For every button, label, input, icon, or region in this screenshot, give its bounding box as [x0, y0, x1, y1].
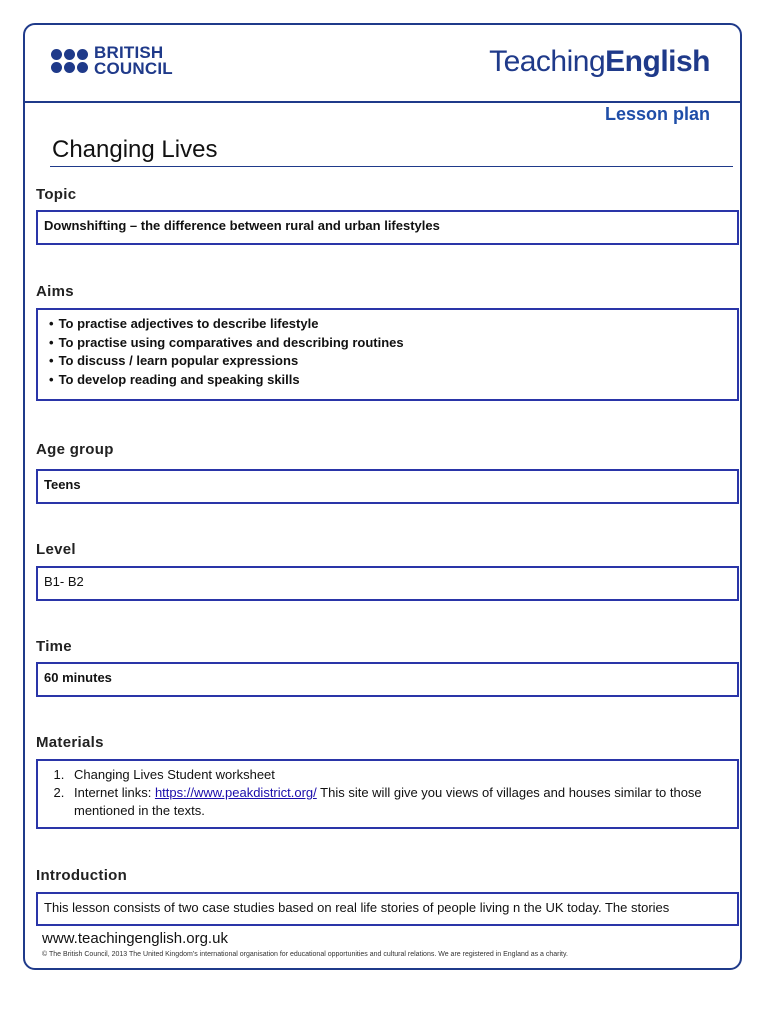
- aims-box: [36, 308, 739, 401]
- aims-item: • To develop reading and speaking skills: [44, 371, 731, 390]
- aims-item: • To discuss / learn popular expressions: [44, 352, 731, 371]
- time-text: 60 minutes: [44, 670, 112, 685]
- introduction-heading: Introduction: [36, 867, 128, 884]
- time-heading: Time: [36, 638, 72, 655]
- aims-item: • To practise adjectives to describe lifestyle: [44, 315, 731, 334]
- introduction-box: [36, 892, 739, 926]
- materials-heading: Materials: [36, 734, 104, 751]
- british-council-logo: [51, 45, 173, 77]
- time-box: [36, 662, 739, 697]
- teaching-english-logo: TeachingEnglish: [489, 45, 710, 78]
- topic-box: [36, 210, 739, 245]
- topic-heading: Topic: [36, 186, 77, 203]
- age-group-text: Teens: [44, 477, 81, 492]
- document-header: [25, 25, 740, 103]
- aims-heading: Aims: [36, 283, 74, 300]
- level-heading: Level: [36, 541, 76, 558]
- aims-list: [44, 315, 731, 389]
- level-text: B1- B2: [44, 574, 84, 589]
- peak-district-link[interactable]: https://www.peakdistrict.org/: [154, 785, 317, 800]
- age-group-box: [36, 469, 739, 504]
- materials-list: [44, 766, 731, 820]
- title-bar: [50, 132, 733, 167]
- page-title: Changing Lives: [52, 136, 218, 163]
- british-council-wordmark: BRITISH COUNCIL: [94, 43, 173, 78]
- footer-url[interactable]: www.teachingenglish.org.uk: [42, 930, 228, 947]
- level-box: [36, 566, 739, 601]
- materials-item: 1. Changing Lives Student worksheet: [68, 766, 731, 784]
- age-group-heading: Age group: [36, 441, 114, 458]
- topic-text: Downshifting – the difference between rural and urban lifestyles: [44, 218, 440, 233]
- document-page: [23, 23, 742, 970]
- aims-item: • To practise using comparatives and describing routines: [44, 334, 731, 353]
- footer-legal: © The British Council, 2013 The United Kingdom’s international organisation for educational opportunities and cultural relations. We are registered in England as a charity.: [42, 951, 568, 958]
- materials-item: 2. Internet links: https://www.peakdistrict.org/ This site will give you views of villages and houses similar to those mentioned in the texts.: [68, 784, 731, 820]
- introduction-text: This lesson consists of two case studies based on real life stories of people living n the UK today. The stories: [44, 900, 670, 915]
- materials-box: [36, 759, 739, 829]
- lesson-plan-label: Lesson plan: [604, 104, 710, 124]
- british-council-dots-icon: [51, 49, 88, 73]
